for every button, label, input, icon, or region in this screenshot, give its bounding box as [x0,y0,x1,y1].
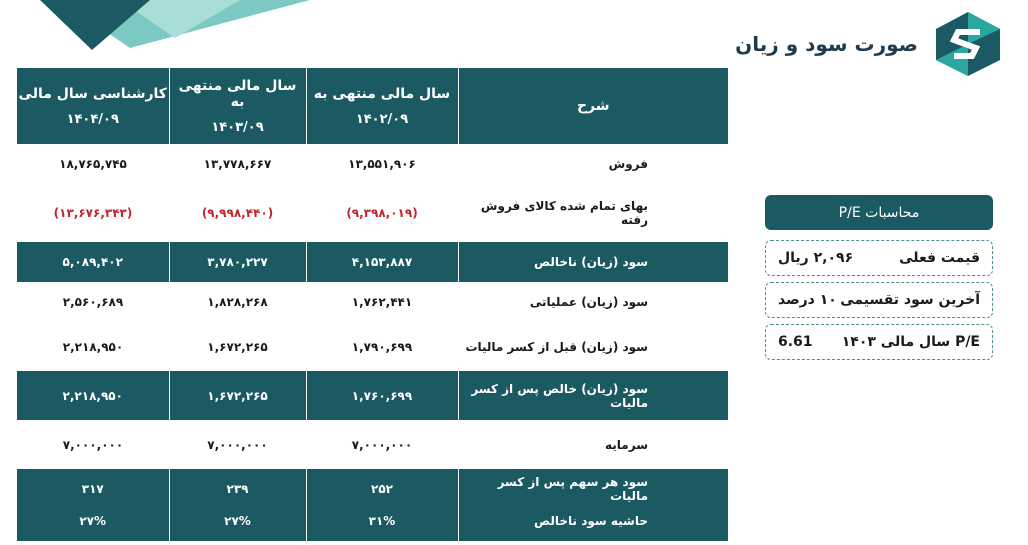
row-label: حاشیه سود ناخالص [458,505,728,541]
row-label: بهای تمام شده کالای فروش رفته [480,199,648,227]
cell-value: (۹,۳۹۸,۰۱۹) [346,206,418,220]
pe-item-value: 6.61 [778,334,813,350]
pe-calc-header: محاسبات P/E [765,195,993,230]
cell-value: (۹,۹۹۸,۴۴۰) [201,206,274,220]
pe-last-dividend [765,282,993,318]
table-header-row [17,68,728,144]
cell-value: ۷,۰۰۰,۰۰۰ [351,437,413,452]
cell-value: ۱۸,۷۶۵,۷۴۵ [59,157,127,171]
cell-value: ۷,۰۰۰,۰۰۰ [207,437,268,452]
pe-ratio [765,324,993,360]
page-title: صورت سود و زیان [735,32,918,56]
pe-item-value: ۱۰ درصد [778,292,837,308]
pe-item-label: P/E سال مالی ۱۴۰۳ [841,334,980,350]
cell-value: ۳۱% [306,505,458,541]
cell-value: ۲۷% [169,505,306,541]
cell-value: ۳,۷۸۰,۲۲۷ [169,242,306,282]
row-label: سود (زیان) ناخالص [458,242,728,282]
cell-value: ۲۵۲ [306,469,458,505]
pe-item-label: آخرین سود تقسیمی [840,292,980,308]
cell-value: ۱,۷۶۲,۴۴۱ [351,295,413,309]
table-row [17,469,728,505]
table-row [17,144,728,184]
income-statement-table [17,68,728,541]
row-label: سرمایه [605,437,648,452]
header-col2: سال مالی منتهی به ۱۴۰۳/۰۹ [169,68,306,144]
cell-value: ۷,۰۰۰,۰۰۰ [62,437,124,452]
table-row [17,184,728,242]
row-label: سود (زیان) خالص پس از کسر مالیات [458,371,728,420]
company-logo-icon [932,10,1004,78]
pe-current-price [765,240,993,276]
header-col3: کارشناسی سال مالی ۱۴۰۴/۰۹ [17,68,169,144]
cell-value: ۱,۶۷۲,۲۶۵ [207,339,268,354]
cell-value: ۱,۷۶۰,۶۹۹ [306,371,458,420]
row-label: سود هر سهم پس از کسر مالیات [458,469,728,505]
cell-value: (۱۳,۶۷۶,۳۴۳) [53,206,133,220]
table-row [17,242,728,282]
cell-value: ۳۱۷ [17,469,169,505]
cell-value: ۲,۲۱۸,۹۵۰ [17,371,169,420]
cell-value: ۱,۸۲۸,۲۶۸ [207,295,268,309]
table-row [17,505,728,541]
cell-value: ۴,۱۵۳,۸۸۷ [306,242,458,282]
cell-value: ۲۷% [17,505,169,541]
cell-value: ۲,۵۶۰,۶۸۹ [62,295,124,309]
cell-value: ۲,۲۱۸,۹۵۰ [62,339,124,354]
cell-value: ۲۳۹ [169,469,306,505]
row-label: سود (زیان) عملیاتی [529,295,648,309]
table-row [17,420,728,469]
header-col1: سال مالی منتهی به ۱۴۰۲/۰۹ [306,68,458,144]
page-header [735,10,1004,78]
table-row [17,282,728,322]
decorative-banner [0,0,320,60]
header-desc: شرح [458,68,728,144]
table-row [17,371,728,420]
cell-value: ۵,۰۸۹,۴۰۲ [17,242,169,282]
cell-value: ۱۳,۵۵۱,۹۰۶ [348,157,416,171]
pe-item-label: قیمت فعلی [899,250,980,266]
row-label: فروش [608,157,648,171]
cell-value: ۱,۷۹۰,۶۹۹ [351,339,413,354]
pe-item-value: ۲,۰۹۶ ریال [778,250,854,266]
table-row [17,322,728,371]
row-label: سود (زیان) قبل از کسر مالیات [465,339,648,354]
cell-value: ۱۳,۷۷۸,۶۶۷ [203,157,272,171]
cell-value: ۱,۶۷۲,۲۶۵ [169,371,306,420]
